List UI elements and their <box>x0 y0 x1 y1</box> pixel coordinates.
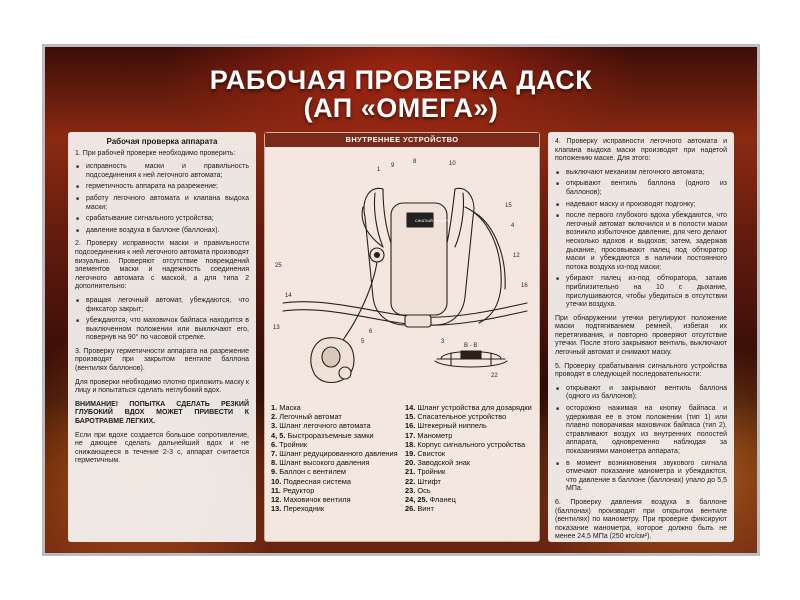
right-list-2 <box>555 385 727 494</box>
list-item: ■ после первого глубокого вдоха убеждаются, что легочный автомат включился и в полости маски возникло избыточное давление, для чего делают несколько вдохов и выдохов; затем, задержав дыхание, просовывают палец под обтюратор маски и убеждаются в наличии постоянного потока воздуха из-под маски; <box>563 212 727 272</box>
legend-item: 24, 25. Фланец <box>405 495 456 505</box>
svg-text:15: 15 <box>505 203 512 209</box>
legend-item: 2. Легочный автомат <box>271 412 342 422</box>
poster-subtitle: (АП «ОМЕГА») <box>303 93 499 123</box>
pressure-hose <box>362 207 383 247</box>
list-item: ■ убирают палец из-под обтюратора, затаив приблизительно на 10 с дыхание, прислушиваются, чтобы убедиться в отсутствии утечки воздуха. <box>563 275 727 309</box>
svg-text:13: 13 <box>273 325 280 331</box>
legend-item: 21. Тройник <box>405 467 446 477</box>
list-item: ■ вращая легочный автомат, убеждаются, что фиксатор закрыт; <box>83 297 249 314</box>
left-list-1 <box>75 163 249 235</box>
svg-text:12: 12 <box>513 253 520 259</box>
right-paragraph-3: 5. Проверку срабатывания сигнального устройства проводят в следующей последовательности: <box>555 362 727 379</box>
poster-title: РАБОЧАЯ ПРОВЕРКА ДАСК <box>209 65 593 95</box>
legend-item: 3. Шланг легочного автомата <box>271 421 371 431</box>
warning-text: ВНИМАНИЕ! ПОПЫТКА СДЕЛАТЬ РЕЗКИЙ ГЛУБОКИЙ ВДОХ МОЖЕТ ПРИВЕСТИ К БАРОТРАВМЕ ЛЕГКИХ. <box>75 400 249 426</box>
legend-item: 6. Тройник <box>271 439 308 449</box>
list-item: ■ надевают маску и производят подгонку; <box>563 201 727 210</box>
demand-valve <box>339 367 351 379</box>
svg-text:14: 14 <box>285 293 292 299</box>
right-strap-lower <box>465 207 501 323</box>
poster <box>45 47 757 553</box>
reducer <box>405 315 431 327</box>
legend-item: 17. Манометр <box>405 430 453 440</box>
list-item: ■ работу легочного автомата и клапана выдоха маски; <box>83 195 249 212</box>
legend-item: 16. Штекерный ниппель <box>405 421 487 431</box>
left-paragraph-5: Если при вдохе создается большое сопротивление, не дающее сделать дальнейший вдох и не снижающееся в течение 2-3 с, аппарат считается герметичным. <box>75 431 249 465</box>
left-list-2 <box>75 297 249 343</box>
list-item: ■ срабатывание сигнального устройства; <box>83 215 249 224</box>
list-item: ■ исправность маски и правильность подсоединения к ней легочного автомата; <box>83 163 249 180</box>
list-item: ■ убеждаются, что маховичок байпаса находится в выключенном положении или выключают его, повернув на 90° по часовой стрелке. <box>83 317 249 343</box>
list-item: ■ выключают механизм легочного автомата; <box>563 169 727 178</box>
right-paragraph-4: 6. Проверку давления воздуха в баллоне (баллонах) производят при открытом вентиле (вентилях) по манометру. При проверке фиксируют показание манометра, которое должно быть не менее 24,5 МПа (250 кгс/см²). <box>555 498 727 541</box>
legend-item: 23. Ось <box>405 485 431 495</box>
right-panel <box>548 132 734 542</box>
legend-item: 13. Переходник <box>271 504 325 514</box>
legend-item: 12. Маховичок вентиля <box>271 495 351 505</box>
legend-item: 20. Заводской знак <box>405 458 471 468</box>
svg-text:4: 4 <box>511 223 515 229</box>
legend-item: 8. Шланг высокого давления <box>271 458 370 468</box>
list-item: ■ герметичность аппарата на разрежение; <box>83 183 249 192</box>
list-item: ■ в момент возникновения звукового сигнала отмечают показание манометра и убеждаются, что давление в баллоне (баллонах) упало до 5,5 МПа. <box>563 460 727 494</box>
left-heading: Рабочая проверка аппарата <box>106 137 218 146</box>
list-item: ■ открывают и закрывают вентиль баллона (одного из баллонов); <box>563 385 727 402</box>
cylinder-label: СЖАТЫЙ ВОЗДУХ <box>415 218 450 223</box>
section-label: В - В <box>464 343 478 349</box>
svg-text:10: 10 <box>449 161 456 167</box>
apparatus-diagram <box>265 147 539 387</box>
left-paragraph-2: 2. Проверку исправности маски и правильности подсоединения к ней легочного автомата производят визуально. Проверяют отсутствие повреждений элементов маски и надежность соединения легочного автомата с маской, а для типа 2 дополнительно: <box>75 240 249 291</box>
left-shoulder-strap <box>374 189 391 247</box>
legend-item: 19. Свисток <box>405 449 446 459</box>
left-paragraph-4: Для проверки необходимо плотно приложить маску к лицу и попытаться сделать неглубокий вдох. <box>75 378 249 395</box>
legend-item: 4, 5. Быстроразъемные замки <box>271 430 374 440</box>
legend-item: 22. Штифт <box>405 476 441 486</box>
right-list-1 <box>555 169 727 310</box>
legend-item: 14. Шланг устройства для дозарядки <box>405 403 532 412</box>
svg-text:1: 1 <box>377 167 381 173</box>
left-paragraph-1: 1. При рабочей проверке необходимо проверить: <box>75 149 236 157</box>
legend-item: 7. Шланг редуцированного давления <box>271 449 398 459</box>
left-panel <box>68 132 256 542</box>
right-paragraph-1: 4. Проверку исправности легочного автомата и клапана выдоха маски производят при надетой положению маске. Для этого: <box>555 138 727 163</box>
legend-item: 26. Винт <box>405 504 434 514</box>
legend-item: 1. Маска <box>271 403 301 412</box>
svg-text:8: 8 <box>413 159 417 165</box>
svg-text:5: 5 <box>361 339 365 345</box>
legend-item: 9. Баллон с вентилем <box>271 467 346 477</box>
svg-text:3: 3 <box>441 339 445 345</box>
svg-text:22: 22 <box>491 373 498 379</box>
center-panel <box>264 132 540 542</box>
list-item: ■ осторожно нажимая на кнопку байпаса и удерживая ее в этом положении (тип 1) или плавно поворачивая маховичок байпаса (тип 2), стравливают воздух из внутренних полостей аппарата, одновременно наблюдая за показаниями манометра аппарата; <box>563 405 727 457</box>
legend-column-left <box>271 403 399 513</box>
svg-text:9: 9 <box>391 163 395 169</box>
list-item: ■ открывают вентиль баллона (одного из баллонов); <box>563 180 727 197</box>
svg-text:25: 25 <box>275 263 282 269</box>
legend-column-right <box>405 403 537 513</box>
diagram-header: ВНУТРЕННЕЕ УСТРОЙСТВО <box>265 133 539 147</box>
svg-text:6: 6 <box>369 329 373 335</box>
legend-item: 11. Редуктор <box>271 485 315 495</box>
legend-item: 10. Подвесная система <box>271 476 351 486</box>
legend-item: 15. Спасательное устройство <box>405 412 507 422</box>
left-paragraph-3: 3. Проверку герметичности аппарата на разрежение производят при закрытом вентиле баллона (вентилях баллонов). <box>75 347 249 373</box>
svg-text:16: 16 <box>521 283 528 289</box>
list-item: ■ давление воздуха в баллоне (баллонах). <box>83 227 249 236</box>
legend-item: 18. Корпус сигнального устройства <box>405 439 526 449</box>
right-paragraph-2: При обнаружении утечки регулируют положение маски подтягиванием ремней, избегая их перетягивания, и повторно проверяют отсутствие утечки. После этого закрывают вентиль, выключают легочный автомат и снимают маску. <box>555 314 727 357</box>
